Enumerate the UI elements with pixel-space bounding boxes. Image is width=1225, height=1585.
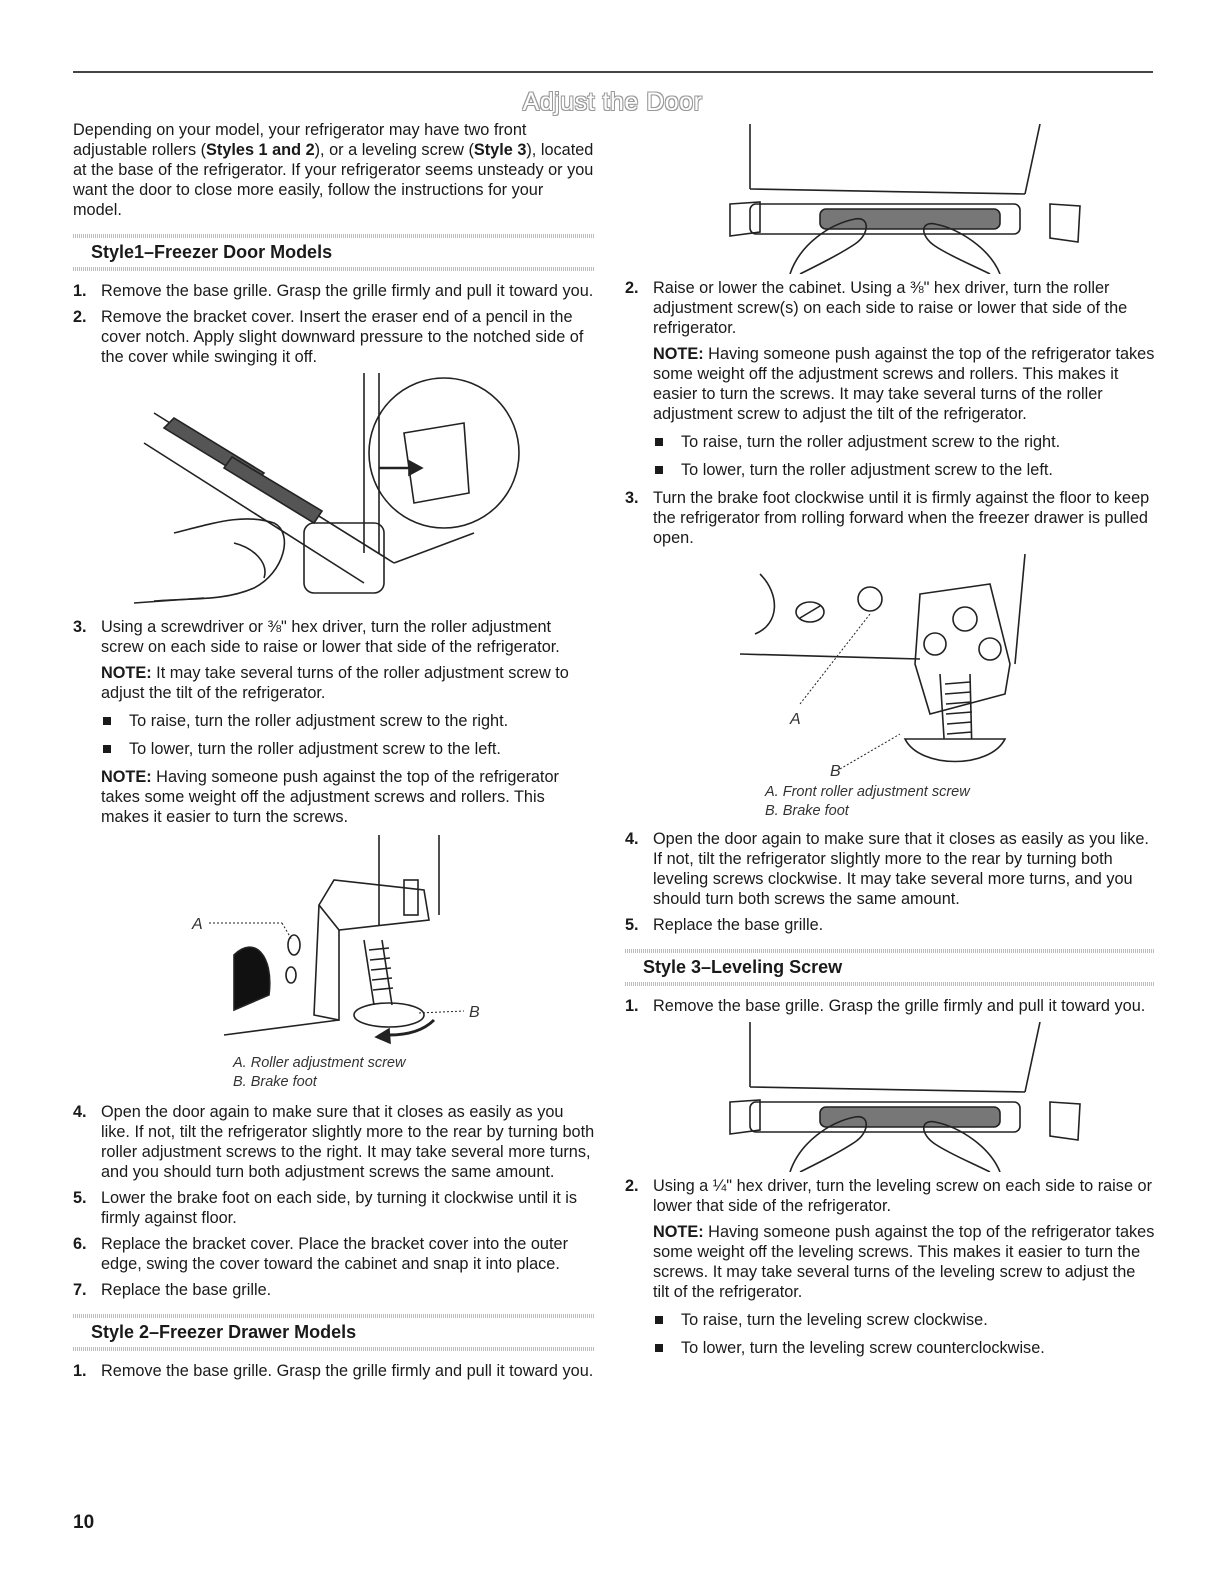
top-rule [73, 71, 1153, 73]
style1-heading: Style1–Freezer Door Models [73, 234, 595, 271]
style1-caption: A. Roller adjustment screw B. Brake foot [233, 1055, 406, 1090]
style3-step-2: 2. Using a ¼" hex driver, turn the leveling screw on each side to raise or lower that side of the refrigerator. [625, 1177, 1152, 1215]
style2-step-2: 2. Raise or lower the cabinet. Using a ⅜" hex driver, turn the roller adjustment screw(s) on each side to raise or lower that side of the refrigerator. [625, 279, 1128, 337]
style3-bullet-lower: To lower, turn the leveling screw counterclockwise. [653, 1338, 1155, 1358]
style1-fig-label-a: A [192, 916, 203, 933]
style1-step-7: 7. Replace the base grille. [73, 1281, 272, 1299]
style2-fig-label-b: B [830, 763, 841, 779]
left-column [73, 120, 595, 1387]
style2-step-4: 4. Open the door again to make sure that it closes as easily as you like. If not, tilt the refrigerator slightly more to the rear by turning both leveling screws clockwise. It may take several more turns, and you should turn both screws the same amount. [625, 830, 1149, 908]
style1-step-6: 6. Replace the bracket cover. Place the bracket cover into the outer edge, swing the cover toward the cabinet and snap it into place. [73, 1235, 568, 1273]
style3-step-1: 1. Remove the base grille. Grasp the grille firmly and pull it toward you. [625, 997, 1146, 1015]
style2-step-5: 5. Replace the base grille. [625, 916, 824, 934]
grille-removal-illustration-1 [680, 124, 1100, 274]
style1-step-2: 2. Remove the bracket cover. Insert the eraser end of a pencil in the cover notch. Apply slight downward pressure to the notched side of the cover while swinging it off. [73, 308, 584, 366]
style3-heading: Style 3–Leveling Screw [625, 949, 1155, 986]
style2-bullet-lower: To lower, turn the roller adjustment screw to the left. [653, 460, 1155, 480]
style1-step-5: 5. Lower the brake foot on each side, by turning it clockwise until it is firmly against floor. [73, 1189, 578, 1227]
roller-screw-illustration [164, 835, 504, 1050]
style2-caption: A. Front roller adjustment screw B. Brake foot [765, 784, 970, 819]
style1-step-4: 4. Open the door again to make sure that it closes as easily as you like. If not, tilt the refrigerator slightly more to the rear by turning both roller adjustment screws to the right. It may take several more turns, and you should turn both adjustment screws the same amount. [73, 1103, 595, 1181]
front-roller-illustration [740, 554, 1040, 779]
style1-note-2: NOTE: Having someone push against the top of the refrigerator takes some weight off the adjustment screws and rollers. This makes it easier to turn the screws. [101, 768, 559, 826]
style1-step-1: 1. Remove the base grille. Grasp the grille firmly and pull it toward you. [73, 282, 594, 300]
style1-bullet-lower: To lower, turn the roller adjustment screw to the left. [101, 739, 595, 759]
style1-bullet-raise: To raise, turn the roller adjustment screw to the right. [101, 711, 595, 731]
style2-note: NOTE: Having someone push against the top of the refrigerator takes some weight off the adjustment screws and rollers. This makes it easier to turn the screws. It may take several turns of the roller adjustment screw to adjust the tilt of the refrigerator. [653, 345, 1155, 423]
style3-note: NOTE: Having someone push against the top of the refrigerator takes some weight off the leveling screws. This makes it easier to turn the screws. It may take several turns of the leveling screw to adjust the tilt of the refrigerator. [653, 1223, 1155, 1301]
bracket-cover-illustration [134, 373, 534, 613]
style2-step-3: 3. Turn the brake foot clockwise until it is firmly against the floor to keep the refrigerator from rolling forward when the freezer drawer is pulled open. [625, 489, 1150, 547]
right-column [625, 120, 1155, 1366]
intro-paragraph: Depending on your model, your refrigerator may have two front adjustable rollers (Styles 1 and 2), or a leveling screw (Style 3), located at the base of the refrigerator. If your refrigerator seems unsteady or you want the door to close more easily, follow the instructions for your model. [73, 121, 594, 219]
style2-bullet-raise: To raise, turn the roller adjustment screw to the right. [653, 432, 1155, 452]
grille-removal-illustration-2 [680, 1022, 1100, 1172]
style2-step-1: 1. Remove the base grille. Grasp the grille firmly and pull it toward you. [73, 1362, 594, 1380]
page-title: Adjust the Door [522, 88, 703, 116]
style2-fig-label-a: A [790, 711, 801, 728]
style2-heading: Style 2–Freezer Drawer Models [73, 1314, 595, 1351]
style1-note-1: NOTE: It may take several turns of the roller adjustment screw to adjust the tilt of the refrigerator. [101, 664, 569, 702]
style1-fig-label-b: B [469, 1004, 480, 1021]
style3-bullet-raise: To raise, turn the leveling screw clockwise. [653, 1310, 1155, 1330]
style1-step-3: 3. Using a screwdriver or ⅜" hex driver, turn the roller adjustment screw on each side to raise or lower that side of the refrigerator. [73, 618, 560, 656]
page-number: 10 [73, 1512, 95, 1533]
